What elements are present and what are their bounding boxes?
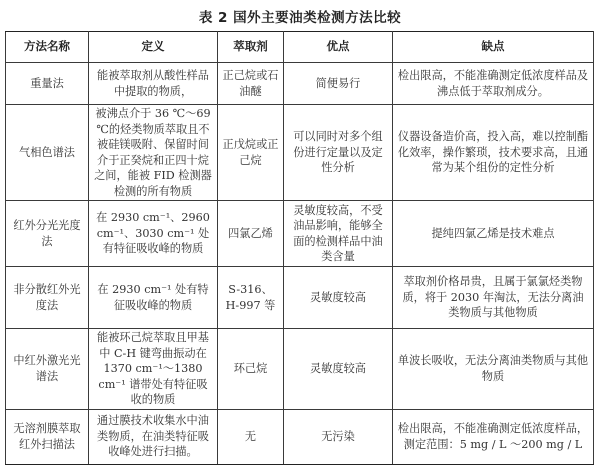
table-row <box>6 267 594 329</box>
cell-advantages: 灵敏度较高 <box>284 267 393 329</box>
cell-advantages: 灵敏度较高，不受油品影响，能够全面的检测样品中油类含量 <box>284 201 393 267</box>
cell-disadvantages: 提纯四氯乙烯是技术难点 <box>393 201 594 267</box>
cell-extractant: 环己烷 <box>218 329 284 410</box>
cell-method: 无溶剂膜萃取红外扫描法 <box>6 409 89 464</box>
comparison-table <box>5 31 594 465</box>
cell-advantages: 无污染 <box>284 409 393 464</box>
header-extractant: 萃取剂 <box>218 32 284 63</box>
cell-disadvantages: 萃取剂价格昂贵，且属于氯氯烃类物质，将于 2030 年淘汰，无法分离油类物质与其他物质 <box>393 267 594 329</box>
cell-definition: 被沸点介于 36 ℃～69 ℃的烃类物质萃取且不被硅镁吸附、保留时间介于正癸烷和正四十烷之间，能被 FID 检测器检测的所有物质 <box>89 105 218 201</box>
cell-extractant: 正己烷或石油醚 <box>218 63 284 105</box>
cell-definition: 在 2930 cm⁻¹、2960 cm⁻¹、3030 cm⁻¹ 处有特征吸收峰的物质 <box>89 201 218 267</box>
cell-definition: 通过膜技术收集水中油类物质，在油类特征吸收峰处进行扫描。 <box>89 409 218 464</box>
cell-method: 气相色谱法 <box>6 105 89 201</box>
cell-extractant: 四氯乙烯 <box>218 201 284 267</box>
header-disadvantages: 缺点 <box>393 32 594 63</box>
cell-definition: 能被萃取剂从酸性样品中提取的物质， <box>89 63 218 105</box>
cell-extractant: 正戊烷或正己烷 <box>218 105 284 201</box>
cell-advantages: 简便易行 <box>284 63 393 105</box>
header-definition: 定义 <box>89 32 218 63</box>
cell-advantages: 可以同时对多个组份进行定量以及定性分析 <box>284 105 393 201</box>
table-row <box>6 409 594 464</box>
table-row <box>6 63 594 105</box>
cell-disadvantages: 仪器设备造价高，投入高，难以控制酯化效率，操作繁琐，技术要求高，且通常为某个组份的定性分析 <box>393 105 594 201</box>
cell-extractant: 无 <box>218 409 284 464</box>
cell-method: 红外分光光度法 <box>6 201 89 267</box>
cell-method: 非分散红外光度法 <box>6 267 89 329</box>
table-row <box>6 105 594 201</box>
cell-disadvantages: 单波长吸收，无法分离油类物质与其他物质 <box>393 329 594 410</box>
header-advantages: 优点 <box>284 32 393 63</box>
cell-disadvantages: 检出限高，不能准确测定低浓度样品，测定范围：5 mg / L ～200 mg / L <box>393 409 594 464</box>
cell-disadvantages: 检出限高，不能准确测定低浓度样品及沸点低于萃取剂成分。 <box>393 63 594 105</box>
table-header-row <box>6 32 594 63</box>
table-row <box>6 329 594 410</box>
cell-definition: 能被环己烷萃取且甲基中 C-H 键弯曲振动在 1370 cm⁻¹～1380 cm⁻¹ 谱带处有特征吸收的物质 <box>89 329 218 410</box>
cell-method: 重量法 <box>6 63 89 105</box>
table-row <box>6 201 594 267</box>
table-caption: 表 2 国外主要油类检测方法比较 <box>198 10 402 26</box>
cell-extractant: S-316、H-997 等 <box>218 267 284 329</box>
cell-definition: 在 2930 cm⁻¹ 处有特征吸收峰的物质 <box>89 267 218 329</box>
cell-method: 中红外激光光谱法 <box>6 329 89 410</box>
header-method: 方法名称 <box>6 32 89 63</box>
cell-advantages: 灵敏度较高 <box>284 329 393 410</box>
